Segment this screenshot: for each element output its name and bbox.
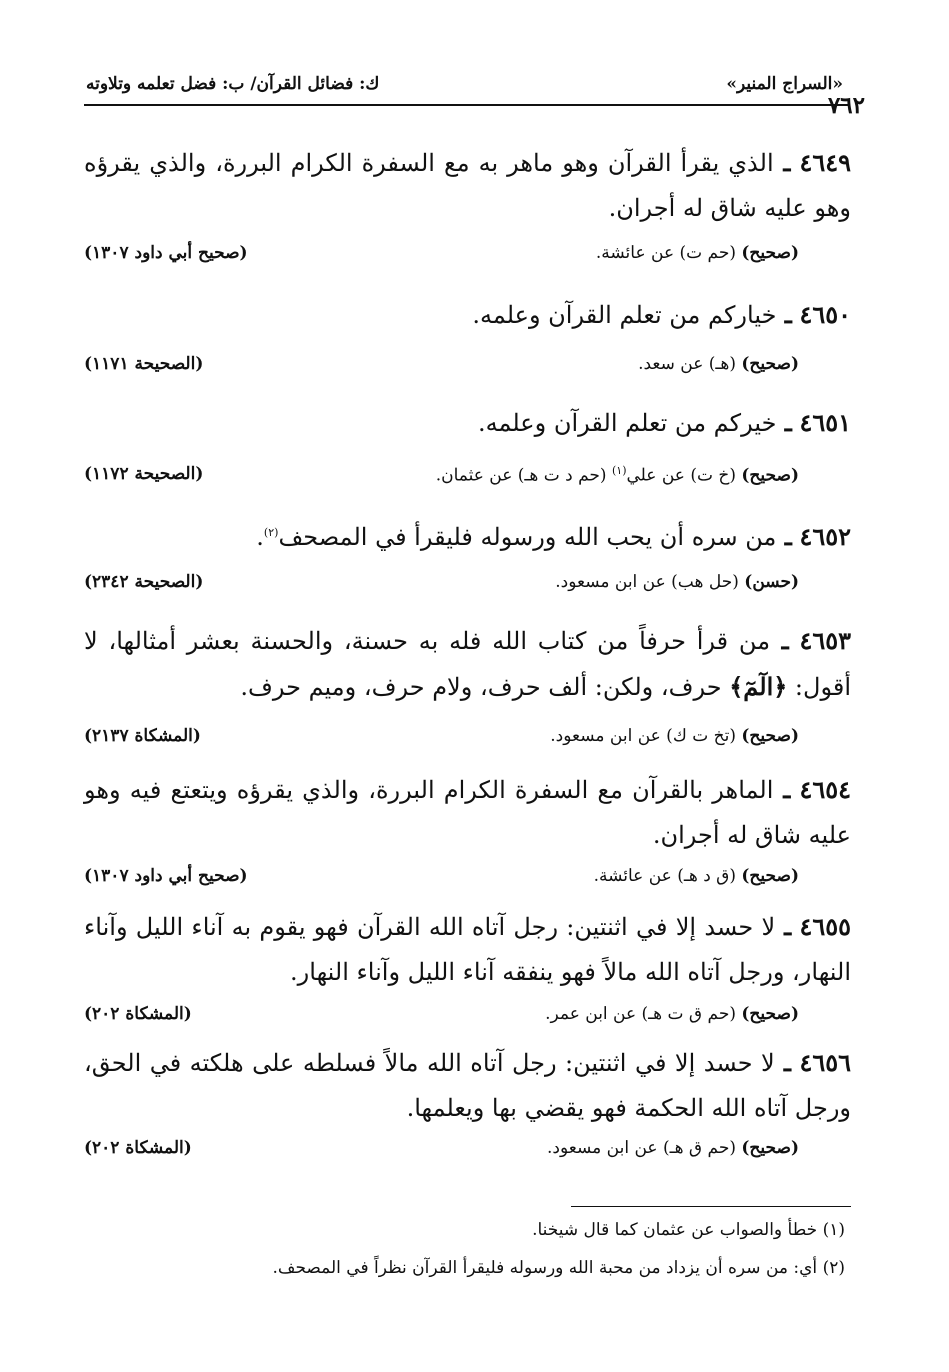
hadith-entry [84, 140, 851, 231]
hadith-number: ٤٦٥٤ [799, 775, 851, 804]
hadith-dash: ـ [776, 408, 792, 437]
hadith-text: خياركم من تعلم القرآن وعلمه. [472, 301, 777, 329]
attribution-text: (حم ق ت هـ) عن ابن عمر. [545, 1004, 742, 1024]
hadith-grade: (صحيح) [741, 866, 799, 886]
attribution-text: (خ ت) عن علي [626, 465, 742, 486]
source-attribution [545, 1004, 799, 1024]
hadith-number: ٤٦٥٠ [799, 300, 851, 329]
hadith-number: ٤٦٥٢ [799, 522, 851, 551]
source-attribution [594, 866, 799, 886]
hadith-dash: ـ [775, 912, 792, 941]
attribution-text: (حم ت) عن عائشة. [595, 243, 742, 263]
hadith-text: الماهر بالقرآن مع السفرة الكرام البررة، والذي يقرؤه ويتعتع فيه وهو عليه شاق له أجران. [84, 776, 851, 849]
hadith-dash: ـ [773, 775, 791, 804]
hadith-grade: (صحيح) [741, 1138, 799, 1158]
hadith-text: خيركم من تعلم القرآن وعلمه. [477, 409, 777, 437]
hadith-number: ٤٦٥٥ [799, 912, 851, 941]
source-attribution [555, 572, 799, 592]
hadith-source [84, 464, 799, 488]
page-number: ٧٦٢ [827, 92, 865, 119]
hadith-entry [84, 292, 851, 338]
hadith-grade: (صحيح) [741, 354, 799, 374]
hadith-entry [84, 904, 851, 995]
hadith-source [84, 866, 799, 890]
hadith-number: ٤٦٤٩ [799, 148, 851, 177]
hadith-dash: ـ [774, 1048, 791, 1077]
hadith-source [84, 726, 799, 750]
source-reference: (الصحيحة ١١٧١) [84, 354, 204, 374]
source-attribution [547, 1138, 799, 1158]
running-head-book-title: «السراج المنير» [726, 74, 843, 94]
hadith-entry [84, 1040, 851, 1131]
hadith-text: حرف، ولكن: ألف حرف، ولام حرف، وميم حرف. [240, 673, 730, 701]
footnote-number: (٢) [822, 1258, 845, 1278]
hadith-entry [84, 767, 851, 858]
hadith-text: الذي يقرأ القرآن وهو ماهر به مع السفرة الكرام البررة، والذي يقرؤه وهو عليه شاق له أجران. [84, 149, 851, 222]
hadith-entry [84, 618, 851, 710]
hadith-dash: ـ [773, 148, 791, 177]
hadith-dash: ـ [776, 522, 792, 551]
hadith-text: لا حسد إلا في اثنتين: رجل آتاه الله مالاً فسلطه على هلكته في الحق، ورجل آتاه الله الحكمة فهو يقضي بها ويعلمها. [84, 1049, 851, 1122]
footnote-item [84, 1258, 845, 1278]
attribution-text: (حم د ت هـ) عن عثمان. [435, 465, 612, 486]
hadith-grade: (صحيح) [741, 465, 799, 486]
source-attribution [550, 726, 799, 746]
hadith-source [84, 354, 799, 378]
footnote-marker[interactable]: (٢) [263, 526, 279, 539]
hadith-text: من سره أن يحب الله ورسوله فليقرأ في المصحف [278, 523, 777, 551]
source-attribution [436, 464, 799, 486]
hadith-text-end: . [256, 523, 264, 551]
attribution-text: (ق د هـ) عن عائشة. [593, 866, 742, 886]
hadith-grade: (صحيح) [741, 1004, 799, 1024]
attribution-text: (تخ ت ك) عن ابن مسعود. [550, 726, 742, 746]
footnote-text: خطأ والصواب عن عثمان كما قال شيخنا. [532, 1220, 818, 1240]
source-reference: (الصحيحة ٢٣٤٢) [84, 572, 204, 592]
hadith-text: من قرأ حرفاً من كتاب الله فله به حسنة، والحسنة بعشر أمثالها، لا أقول: [84, 627, 851, 701]
source-reference: (صحيح أبي داود ١٣٠٧) [84, 866, 248, 886]
source-reference: (صحيح أبي داود ١٣٠٧) [84, 243, 248, 263]
attribution-text: (حم ق هـ) عن ابن مسعود. [547, 1138, 742, 1158]
source-reference: (المشكاة ٢٠٢) [84, 1138, 192, 1158]
hadith-entry [84, 400, 851, 446]
footnote-marker[interactable]: (١) [611, 464, 627, 477]
attribution-text: (هـ) عن سعد. [638, 354, 742, 374]
hadith-source [84, 243, 799, 267]
hadith-source [84, 1004, 799, 1028]
quran-letters: ﴿الٓمٓ﴾ [729, 672, 788, 701]
attribution-text: (حل هب) عن ابن مسعود. [555, 572, 745, 592]
hadith-dash: ـ [776, 300, 792, 329]
source-reference: (المشكاة ٢١٣٧) [84, 726, 201, 746]
header-rule [84, 104, 849, 106]
hadith-number: ٤٦٥٣ [799, 626, 851, 655]
source-attribution [638, 354, 799, 374]
footnote-rule [571, 1206, 851, 1207]
hadith-grade: (صحيح) [741, 726, 799, 746]
footnote-number: (١) [822, 1220, 845, 1240]
source-attribution [596, 243, 799, 263]
hadith-entry [84, 510, 851, 560]
hadith-source [84, 1138, 799, 1162]
hadith-text: لا حسد إلا في اثنتين: رجل آتاه الله القرآن فهو يقوم به آناء الليل وآناء النهار، ورجل آتاه الله مالاً فهو ينفقه آناء الليل وآناء النهار. [84, 913, 851, 986]
hadith-grade: (حسن) [744, 572, 799, 592]
hadith-number: ٤٦٥١ [799, 408, 851, 437]
source-reference: (الصحيحة ١١٧٢) [84, 464, 204, 484]
footnote-item [84, 1220, 845, 1240]
hadith-grade: (صحيح) [741, 243, 799, 263]
hadith-number: ٤٦٥٦ [799, 1048, 852, 1077]
source-reference: (المشكاة ٢٠٢) [84, 1004, 192, 1024]
hadith-dash: ـ [770, 626, 789, 655]
footnote-text: أي: من سره أن يزداد من محبة الله ورسوله فليقرأ القرآن نظراً في المصحف. [272, 1258, 818, 1278]
running-head-chapter: ك: فضائل القرآن/ ب: فضل تعلمه وتلاوته [86, 74, 380, 94]
hadith-source [84, 572, 799, 596]
